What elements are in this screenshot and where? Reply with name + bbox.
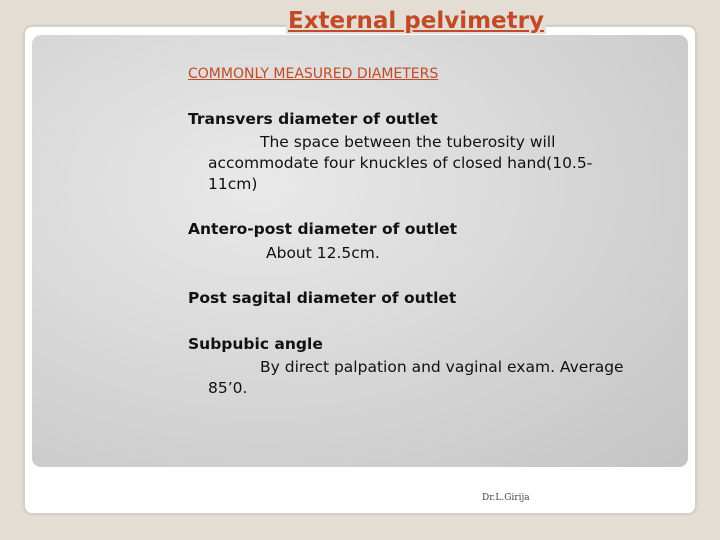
item-line: The space between the tuberosity will	[260, 133, 556, 151]
item-heading-subpubic: Subpubic angle	[188, 335, 323, 353]
item-line: 11cm)	[208, 175, 258, 193]
item-line: By direct palpation and vaginal exam. Average	[260, 358, 624, 376]
item-heading-post-sagital: Post sagital diameter of outlet	[188, 289, 457, 307]
section-subheading: COMMONLY MEASURED DIAMETERS	[188, 66, 439, 82]
item-heading-antero-post: Antero-post diameter of outlet	[188, 220, 458, 238]
footer-author: Dr.L.Girija	[482, 493, 530, 503]
item-line: About 12.5cm.	[266, 244, 380, 262]
slide-title: External pelvimetry	[288, 8, 544, 34]
item-line: accommodate four knuckles of closed hand(10.5-	[208, 154, 593, 172]
item-line: 85’0.	[208, 379, 248, 397]
item-heading-transverse: Transvers diameter of outlet	[188, 110, 438, 128]
